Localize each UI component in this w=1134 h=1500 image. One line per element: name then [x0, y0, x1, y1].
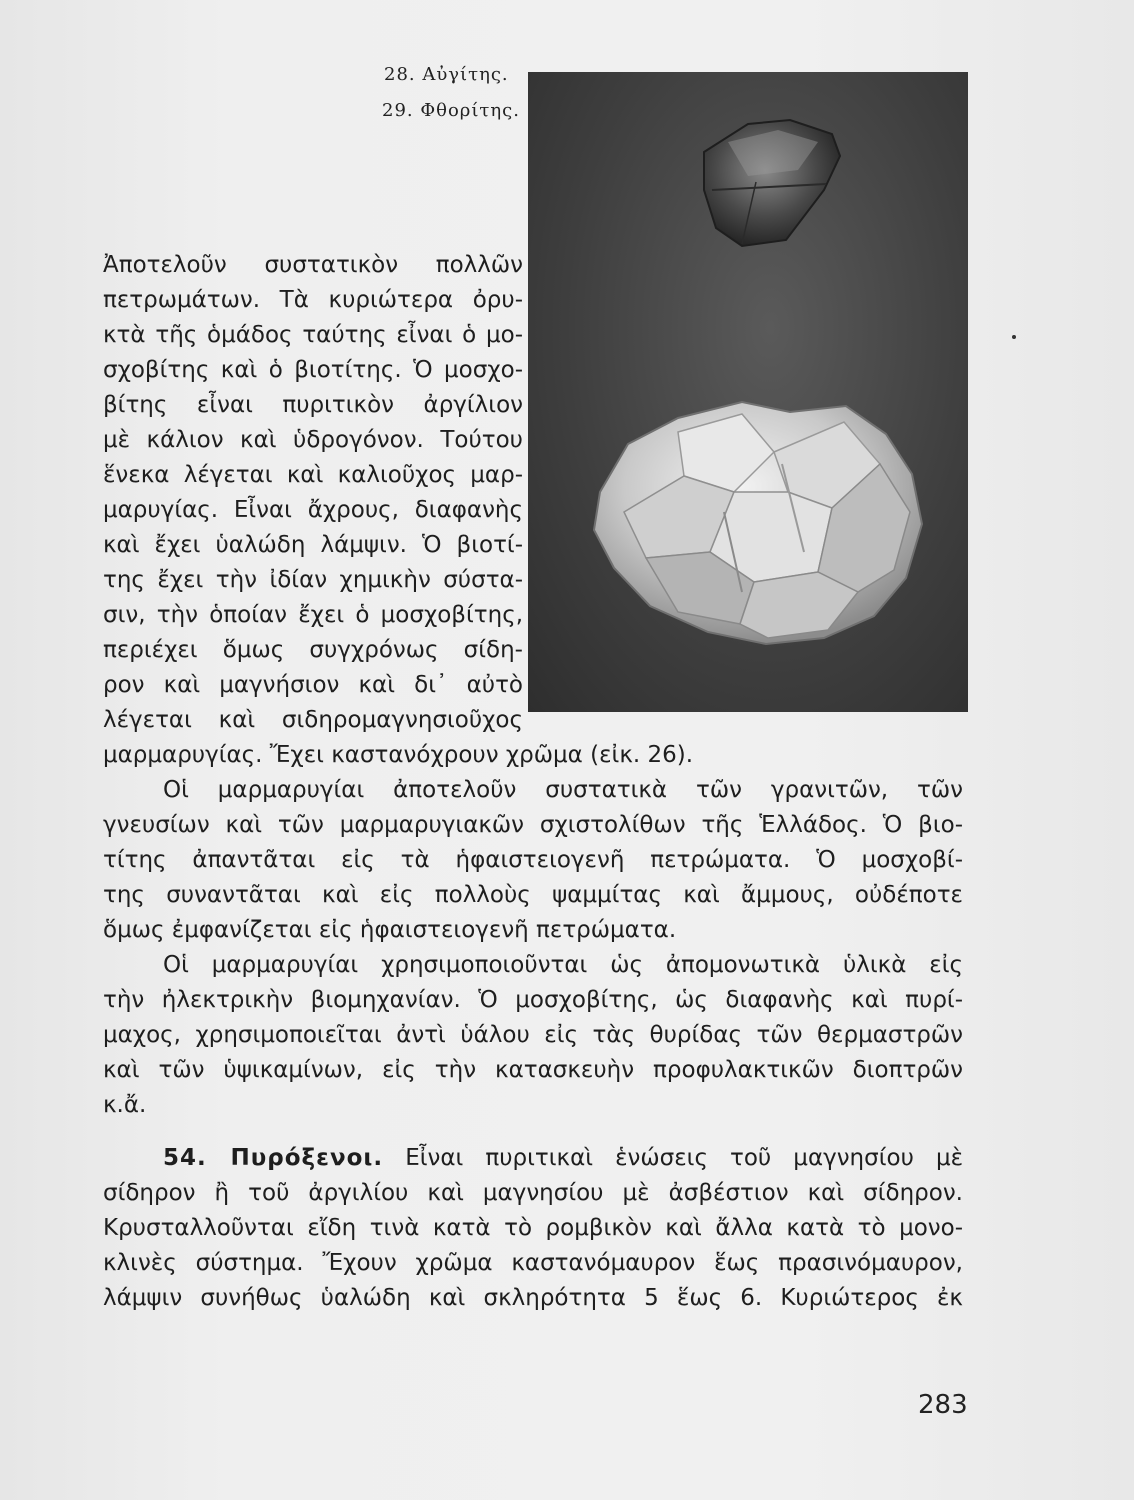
text-line: σχοβίτης καὶ ὁ βιοτίτης. Ὁ μοσχο- — [103, 357, 523, 383]
text-line: πετρωμάτων. Τὰ κυριώτερα ὀρυ- — [103, 287, 523, 313]
paragraph-line: λάμψιν συνήθως ὑαλώδη καὶ σκληρότητα 5 ἕως 6. Κυριώτερος ἐκ — [103, 1285, 963, 1311]
section-first-line-text: Εἶναι πυριτικαὶ ἑνώσεις τοῦ μαγνησίου μὲ — [405, 1145, 964, 1171]
paragraph-line: τὴν ἠλεκτρικὴν βιομηχανίαν. Ὁ μοσχοβίτης, ὡς διαφανὴς καὶ πυρί- — [103, 987, 963, 1013]
text-line: ἕνεκα λέγεται καὶ καλιοῦχος μαρ- — [103, 462, 523, 488]
text-line: σιν, τὴν ὁποίαν ἔχει ὁ μοσχοβίτης, — [103, 602, 523, 628]
paragraph-line: Κρυσταλλοῦνται εἴδη τινὰ κατὰ τὸ ρομβικὸν καὶ ἄλλα κατὰ τὸ μονο- — [103, 1215, 963, 1241]
narrow-text-column — [103, 248, 523, 738]
paragraph-line: Οἱ μαρμαρυγίαι ἀποτελοῦν συστατικὰ τῶν γρανιτῶν, τῶν — [163, 777, 963, 803]
section-gap — [103, 1123, 963, 1141]
fluorite-cluster-image — [594, 402, 922, 644]
section-title-pyroxenes: 54. Πυρόξενοι. — [163, 1145, 384, 1171]
text-line: Ἀποτελοῦν συστατικὸν πολλῶν — [103, 252, 523, 278]
text-line: της ἔχει τὴν ἰδίαν χημικὴν σύστα- — [103, 567, 523, 593]
text-line: μὲ κάλιον καὶ ὑδρογόνον. Τούτου — [103, 427, 523, 453]
paragraph-line: τίτης ἀπαντᾶται εἰς τὰ ἡφαιστειογενῆ πετρώματα. Ὁ μοσχοβί- — [103, 847, 963, 873]
paragraph-line: σίδηρον ἢ τοῦ ἀργιλίου καὶ μαγνησίου μὲ ἀσβέστιον καὶ σίδηρον. — [103, 1180, 963, 1206]
paragraph-line: κλινὲς σύστημα. Ἔχουν χρῶμα καστανόμαυρον ἕως πρασινόμαυρον, — [103, 1250, 963, 1276]
wide-text-block — [103, 738, 963, 1316]
figure-caption-28: 28. Αὐγίτης. — [384, 64, 509, 85]
paragraph-line: γνευσίων καὶ τῶν μαρμαρυγιακῶν σχιστολίθων τῆς Ἑλλάδος. Ὁ βιο- — [103, 812, 963, 838]
mineral-photograph — [528, 72, 968, 712]
paragraph-line: της συναντᾶται καὶ εἰς πολλοὺς ψαμμίτας καὶ ἄμμους, οὐδέποτε — [103, 882, 963, 908]
paragraph-line: καὶ τῶν ὑψικαμίνων, εἰς τὴν κατασκευὴν προφυλακτικῶν διοπτρῶν — [103, 1057, 963, 1083]
paragraph-line: κ.ἄ. — [103, 1092, 147, 1118]
paragraph-line: μαχος, χρησιμοποιεῖται ἀντὶ ὑάλου εἰς τὰς θυρίδας τῶν θερμαστρῶν — [103, 1022, 963, 1048]
text-line: περιέχει ὅμως συγχρόνως σίδη- — [103, 637, 523, 663]
text-line: μαρμαρυγίας. Ἔχει καστανόχρουν χρῶμα (εἰκ. 26). — [103, 742, 694, 768]
text-line: βίτης εἶναι πυριτικὸν ἀργίλιον — [103, 392, 523, 418]
augite-crystal-image — [704, 120, 840, 246]
ink-speck — [1012, 335, 1016, 339]
text-line: κτὰ τῆς ὁμάδος ταύτης εἶναι ὁ μο- — [103, 322, 523, 348]
text-line: μαρυγίας. Εἶναι ἄχρους, διαφανὴς — [103, 497, 523, 523]
section-first-line — [103, 1141, 963, 1176]
text-line: καὶ ἔχει ὑαλώδη λάμψιν. Ὁ βιοτί- — [103, 532, 523, 558]
text-line: λέγεται καὶ σιδηρομαγνησιοῦχος — [103, 707, 523, 733]
paragraph-line: Οἱ μαρμαρυγίαι χρησιμοποιοῦνται ὡς ἀπομονωτικὰ ὑλικὰ εἰς — [163, 952, 963, 978]
page-number: 283 — [918, 1390, 968, 1420]
figure-caption-29: 29. Φθορίτης. — [382, 100, 520, 121]
paragraph-line: ὅμως ἐμφανίζεται εἰς ἡφαιστειογενῆ πετρώματα. — [103, 917, 677, 943]
text-line: ρον καὶ μαγνήσιον καὶ δι᾽ αὐτὸ — [103, 672, 523, 698]
